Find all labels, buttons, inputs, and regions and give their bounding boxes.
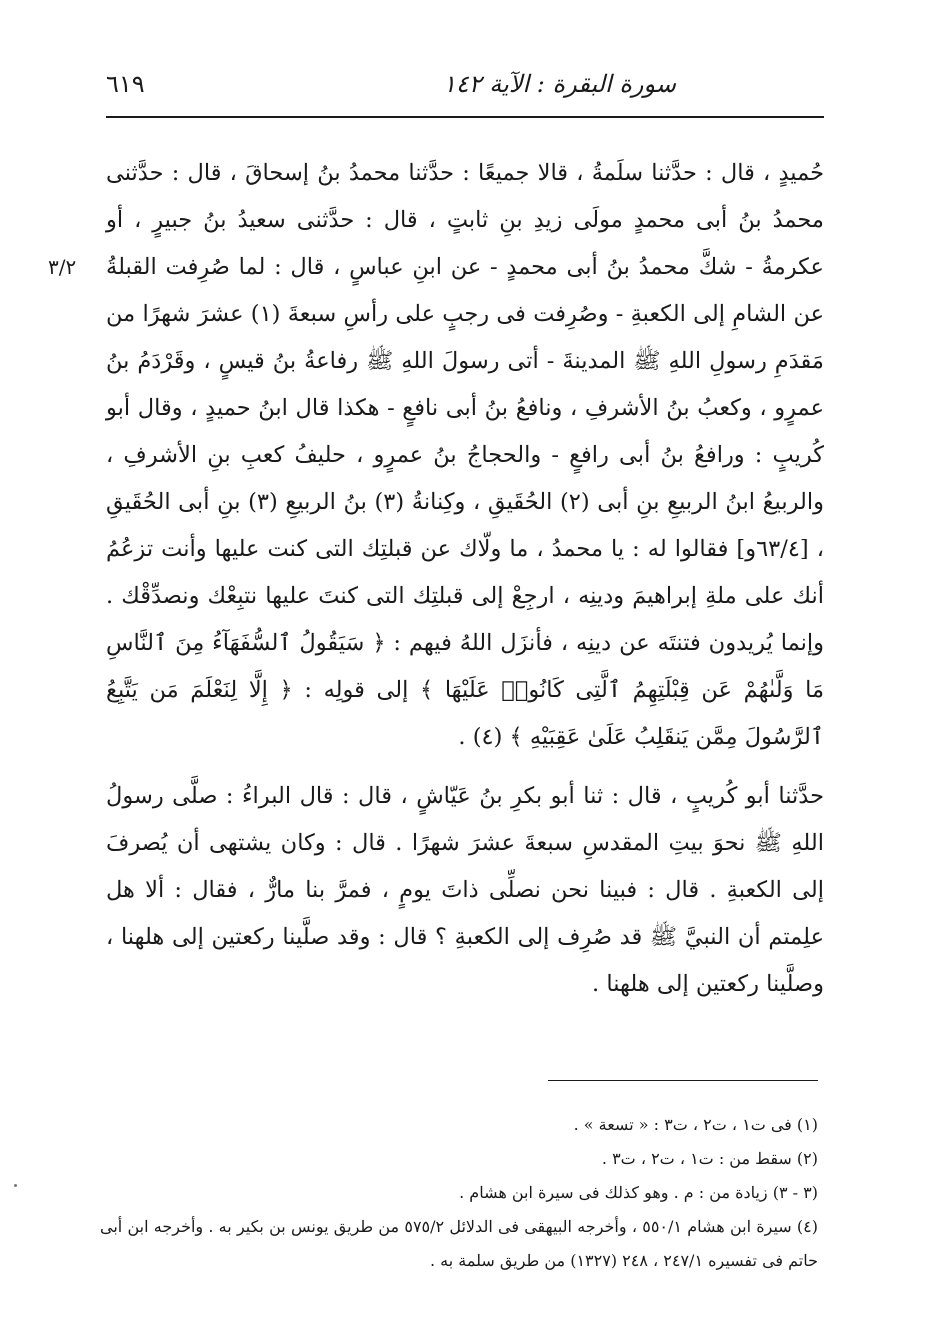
page-number: ٦١٩ <box>106 70 145 98</box>
footnote-2: (٢) سقط من : ت١ ، ت٢ ، ت٣ . <box>601 1149 818 1168</box>
footnote-4: (٤) سيرة ابن هشام ٥٥٠/١ ، وأخرجه البيهقى فى الدلائل ٥٧٥/٢ من طريق يونس بن بكير به . وأخرجه ابن أبى حاتم فى تفسيره ٢٤٧/١ ، ٢٤٨ (١٣٢٧) من طريق سلمة به . <box>100 1217 819 1270</box>
paragraph-1: حُميدٍ ، قال : حدَّثنا سلَمةُ ، قالا جميعًا : حدَّثنا محمدُ بنُ إسحاقَ ، قال : حدَّثنى محمدُ بنُ أبى محمدٍ مولَى زيدِ بنِ ثابتٍ ، قال : حدَّثنى سعيدُ بنُ جبيرٍ ، أو عكرمةُ - شكَّ محمدُ بنُ أبى محمدٍ - عن ابنِ عباسٍ ، قال : لما صُرِفت القبلةُ عن الشامِ إلى الكعبةِ - وصُرِفت فى رجبٍ على رأسِ سبعةَ (١) عشرَ شهرًا من مَقدَمِ رسولِ اللهِ ﷺ المدينةَ - أتى رسولَ اللهِ ﷺ رفاعةُ بنُ قيسٍ ، وقَرْدَمُ بنُ عمرٍو ، وكعبُ بنُ الأشرفِ ، ونافعُ بنُ أبى نافعٍ - هكذا قال ابنُ حميدٍ ، وقال أبو كُريبٍ : ورافعُ بنُ أبى رافعٍ - والحجاجُ بنُ عمرٍو ، حليفُ كعبِ بنِ الأشرفِ ، والربيعُ ابنُ الربيعِ بنِ أبى (٢) الحُقَيقِ ، وكِنانةُ (٣) بنُ الربيعِ (٣) بنِ أبى الحُقَيقِ ، [٦٣/٤و] فقالوا له : يا محمدُ ، ما ولّاك عن قبلتِك التى كنت عليها وأنت تزعُمُ أنك على ملةِ إبراهيمَ ودينِه ، ارجِعْ إلى قبلتِك التى كنتَ عليها نتبِعْك ونصدِّقْك . وإنما يُريدون فتنتَه عن دينِه ، فأنزَل اللهُ فيهم : ﴿ سَيَقُولُ ٱلسُّفَهَآءُ مِنَ ٱلنَّاسِ مَا وَلَّىٰهُمْ عَن قِبْلَتِهِمُ ٱلَّتِى كَانُوا۟ عَلَيْهَا ﴾ إلى قولِه : ﴿ إِلَّا لِنَعْلَمَ مَن يَتَّبِعُ ٱلرَّسُولَ مِمَّن يَنقَلِبُ عَلَىٰ عَقِبَيْهِ ﴾ (٤) . <box>106 160 825 750</box>
footnote-3: (٣ - ٣) زيادة من : م . وهو كذلك فى سيرة ابن هشام . <box>459 1183 818 1202</box>
scan-speck <box>14 1184 17 1187</box>
main-text <box>106 150 824 1008</box>
header-rule <box>106 116 824 118</box>
page-header <box>106 62 826 112</box>
footnote-1: (١) فى ت١ ، ت٢ ، ت٣ : « تسعة » . <box>573 1115 818 1134</box>
running-head: سورة البقرة : الآية ١٤٢ <box>442 70 676 98</box>
footnote-rule <box>548 1080 818 1081</box>
margin-note: ٣/٢ <box>48 255 77 279</box>
footnotes <box>100 1108 818 1278</box>
paragraph-2: حدَّثنا أبو كُريبٍ ، قال : ثنا أبو بكرِ بنُ عَيّاشٍ ، قال : قال البراءُ : صلَّى رسولُ اللهِ ﷺ نحوَ بيتِ المقدسِ سبعةَ عشرَ شهرًا . قال : وكان يشتهى أن يُصرفَ إلى الكعبةِ . قال : فبينا نحن نصلِّى ذاتَ يومٍ ، فمرَّ بنا مارٌّ ، فقال : ألا هل علِمتم أن النبيَّ ﷺ قد صُرِف إلى الكعبةِ ؟ قال : وقد صلَّينا ركعتين إلى هلهنا ، وصلَّينا ركعتين إلى هلهنا . <box>106 783 824 997</box>
